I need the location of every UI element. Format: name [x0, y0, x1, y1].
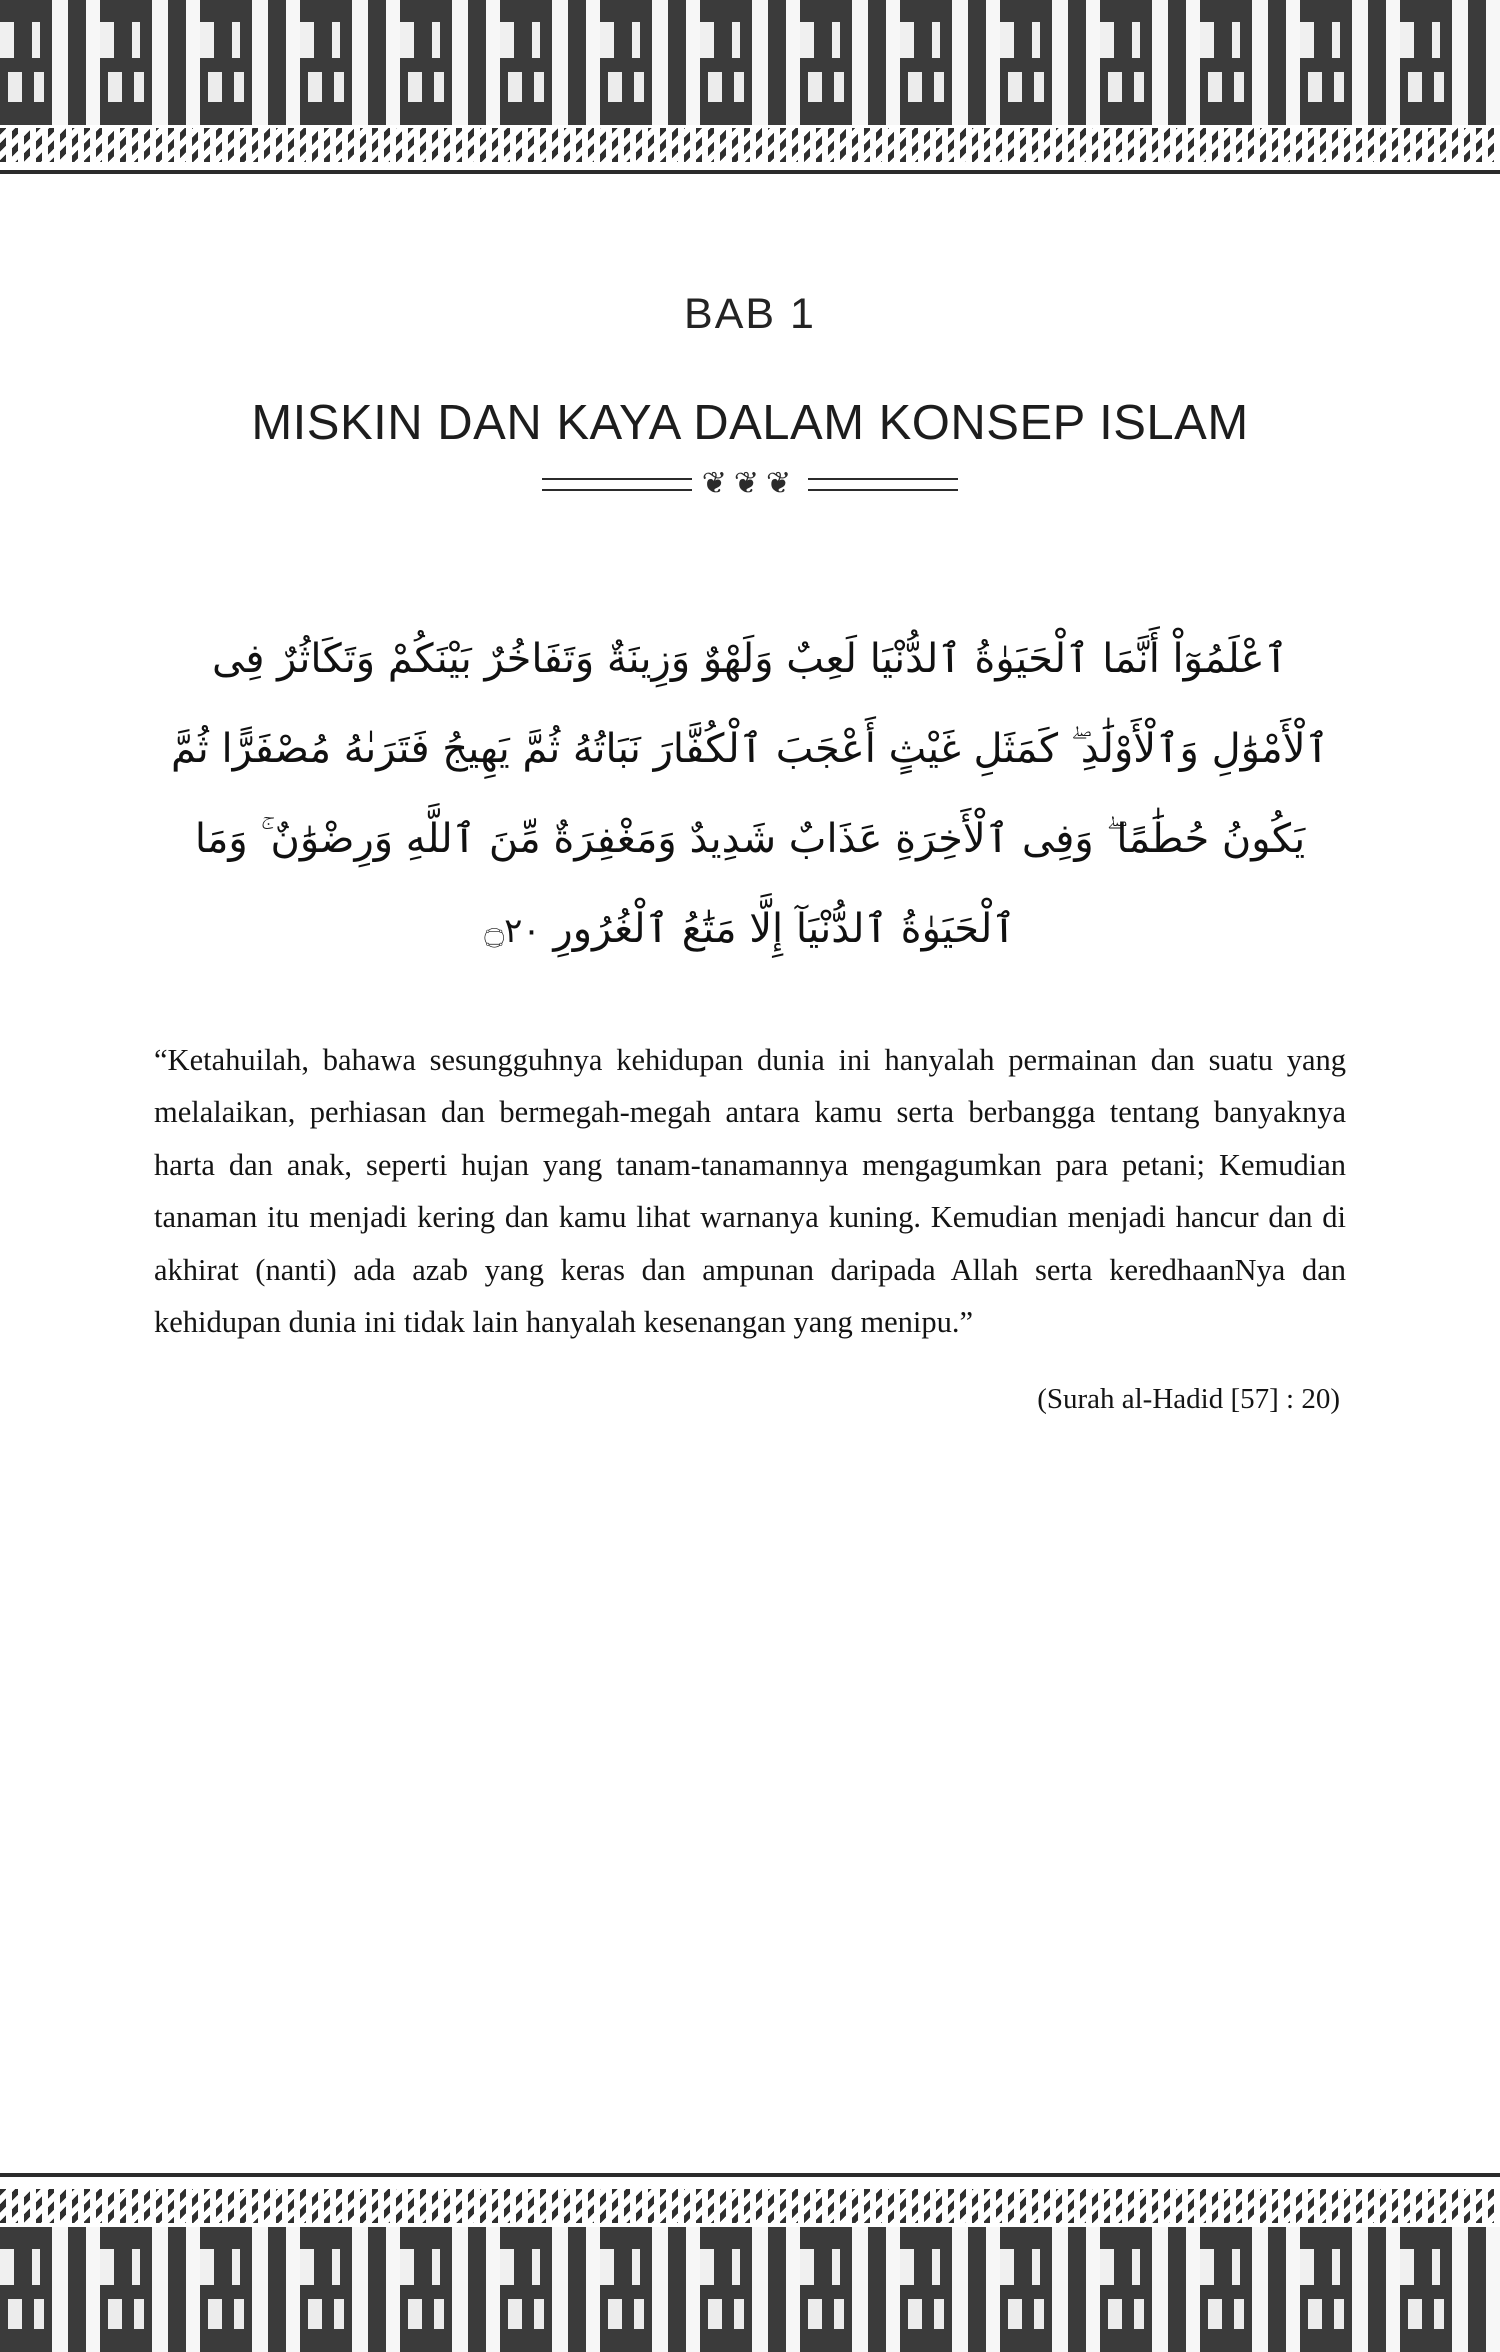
border-block-pattern-bottom	[0, 2227, 1500, 2352]
decorative-border-bottom	[0, 2167, 1500, 2352]
title-ornament	[150, 466, 1350, 501]
ornament-flourish-icon: ❦❦❦	[701, 466, 799, 501]
border-zigzag-bottom	[0, 2189, 1500, 2223]
border-rule-top	[0, 170, 1500, 174]
ornament-rule-left	[542, 478, 692, 491]
verse-source-reference: (Surah al-Hadid [57] : 20)	[1037, 1382, 1340, 1415]
verse-translation: “Ketahuilah, bahawa sesungguhnya kehidupan dunia ini hanyalah permainan dan suatu yang melalaikan, perhiasan dan bermegah-megah antara kamu serta berbangga tentang banyaknya harta dan anak, seperti hujan yang tanam-tanamannya mengagumkan para petani; Kemudian tanaman itu menjadi kering dan kamu lihat warnanya kuning. Kemudian menjadi hancur dan di akhirat (nanti) ada azab yang keras dan ampunan daripada Allah serta keredhaanNya dan kehidupan dunia ini tidak lain hanyalah kesenangan yang menipu.”	[154, 1043, 1346, 1340]
verse-arabic-text: ٱعْلَمُوٓاْ أَنَّمَا ٱلْحَيَوٰةُ ٱلدُّنْيَا لَعِبٌ وَلَهْوٌ وَزِينَةٌ وَتَفَاخُرٌ بَيْنَكُمْ وَتَكَاثُرٌ فِى ٱلْأَمْوَٰلِ وَٱلْأَوْلَٰدِ ۖ كَمَثَلِ غَيْثٍ أَعْجَبَ ٱلْكُفَّارَ نَبَاتُهُ ثُمَّ يَهِيجُ فَتَرَىٰهُ مُصْفَرًّا ثُمَّ يَكُونُ حُطَٰمًا ۖ وَفِى ٱلْأَخِرَةِ عَذَابٌ شَدِيدٌ وَمَغْفِرَةٌ مِّنَ ٱللَّهِ وَرِضْوَٰنٌ ۚ وَمَا ٱلْحَيَوٰةُ ٱلدُّنْيَآ إِلَّا مَتَٰعُ ٱلْغُرُورِ	[171, 636, 1329, 952]
border-rule-bottom	[0, 2173, 1500, 2177]
chapter-number: BAB 1	[684, 290, 816, 338]
decorative-border-top	[0, 0, 1500, 185]
border-zigzag-top	[0, 128, 1500, 162]
ornament-rule-right	[808, 478, 958, 491]
ayah-number-marker: ۝٢٠	[484, 911, 541, 951]
quran-verse-arabic	[150, 614, 1350, 974]
page-content	[0, 190, 1500, 2165]
border-block-pattern-top	[0, 0, 1500, 125]
chapter-title: MISKIN DAN KAYA DALAM KONSEP ISLAM	[251, 396, 1249, 450]
